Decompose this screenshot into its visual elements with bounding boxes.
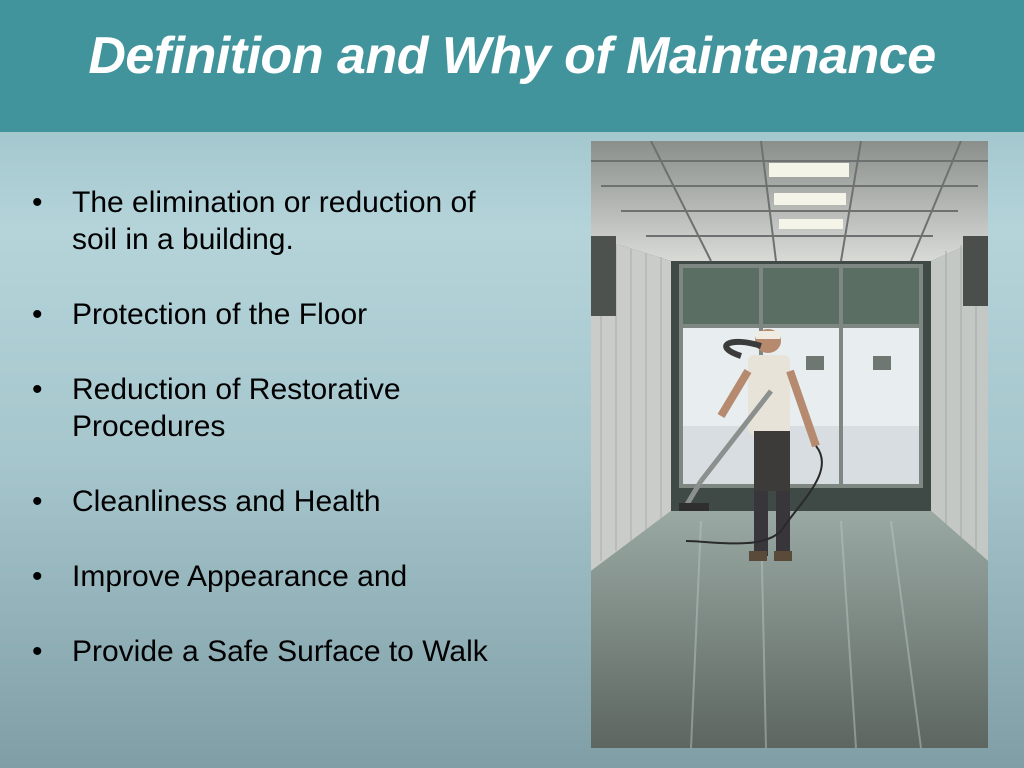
bullet-dot-icon: • [32,560,43,593]
bullet-dot-icon: • [32,186,43,219]
title-bar [0,0,1024,132]
bullet-item [30,558,570,595]
photo-worker-vacuuming-hallway-floor-icon [591,141,988,748]
bullet-text: soil in a building. [72,223,294,256]
bullet-text: Reduction of Restorative [72,373,401,406]
bullet-text: Provide a Safe Surface to Walk [72,635,488,668]
bullet-item [30,633,570,670]
bullet-item [30,371,570,445]
bullet-text: Procedures [72,410,226,443]
bullet-text: Improve Appearance and [72,560,408,593]
bullet-dot-icon: • [32,298,43,331]
bullet-item [30,296,570,333]
bullet-dot-icon: • [32,485,43,518]
bullet-item [30,483,570,520]
bullet-item [30,184,570,258]
hallway-photo [591,141,988,748]
bullet-text: Cleanliness and Health [72,485,381,518]
bullet-list [30,184,570,708]
slide-title: Definition and Why of Maintenance [88,27,936,85]
bullet-dot-icon: • [32,635,43,668]
bullet-dot-icon: • [32,373,43,406]
bullet-text: The elimination or reduction of [72,186,476,219]
bullet-text: Protection of the Floor [72,298,368,331]
